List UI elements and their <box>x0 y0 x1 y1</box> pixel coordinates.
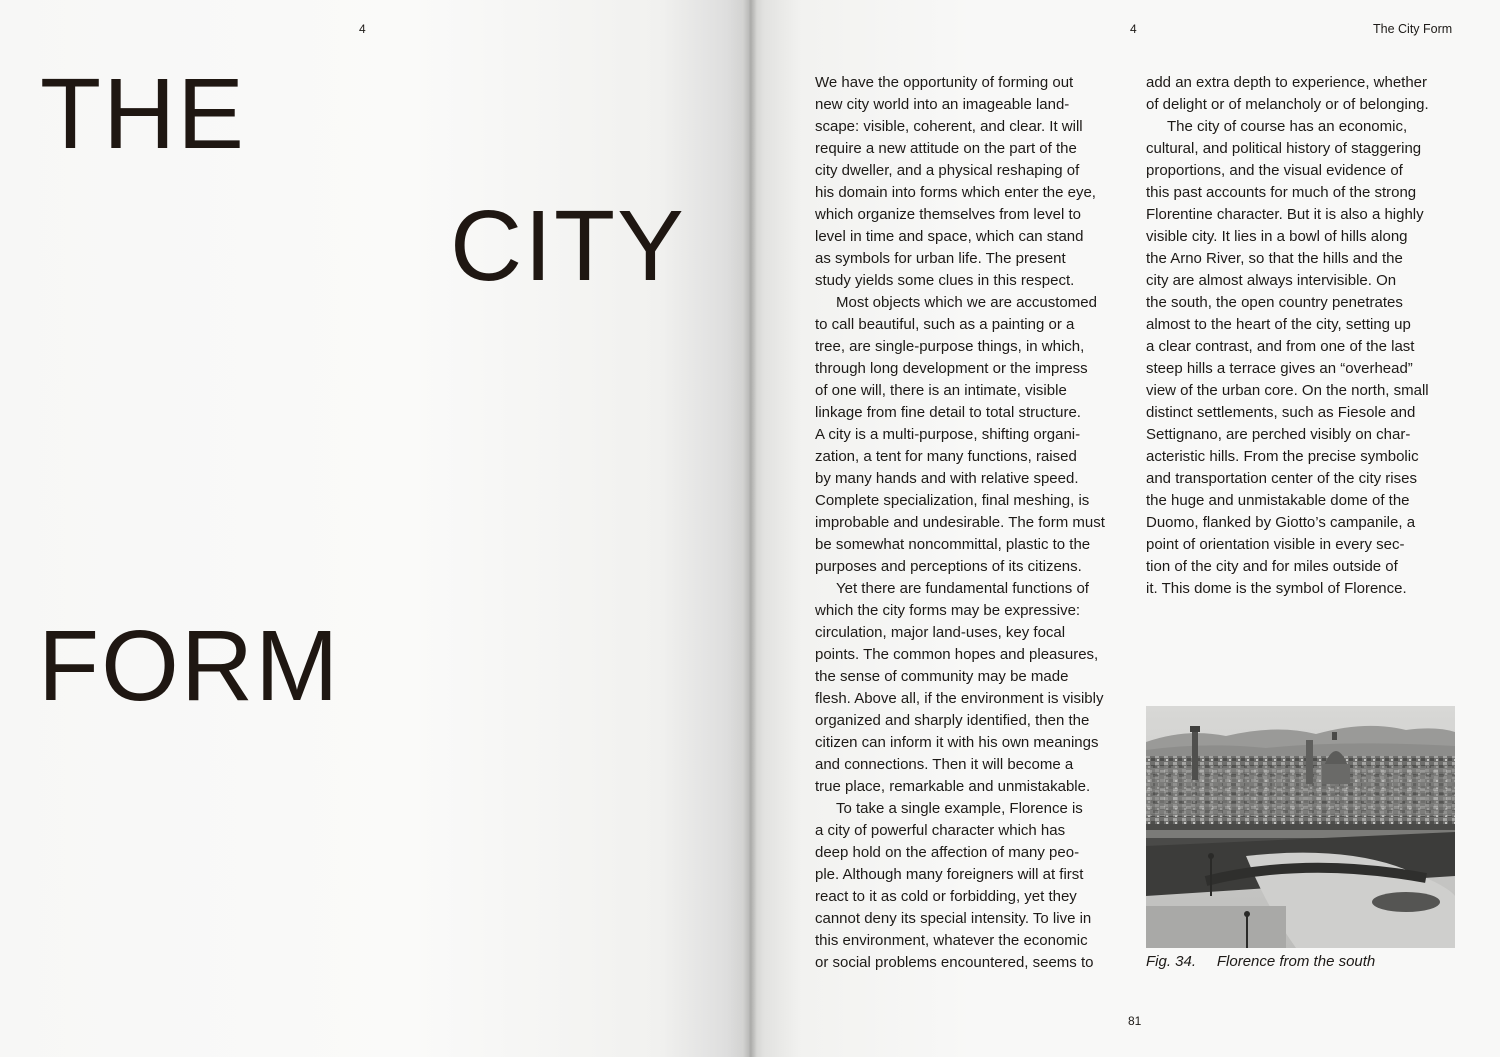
text-line: or social problems encountered, seems to <box>815 954 1094 971</box>
title-word-the: THE <box>40 58 246 170</box>
text-line: his domain into forms which enter the eye, <box>815 184 1096 201</box>
text-line: visible city. It lies in a bowl of hills along <box>1146 228 1408 245</box>
text-line: organized and sharply identified, then the <box>815 712 1090 729</box>
text-line: cultural, and political history of staggering <box>1146 140 1422 157</box>
page-number: 81 <box>1128 1014 1142 1028</box>
text-column-1 <box>815 72 1129 974</box>
text-line: Yet there are fundamental functions of <box>836 580 1089 597</box>
text-line: circulation, major land-uses, key focal <box>815 624 1066 641</box>
column-1-paragraph <box>815 578 1129 798</box>
text-line: a city of powerful character which has <box>815 822 1066 839</box>
text-line: of delight or of melancholy or of belonging. <box>1146 96 1429 113</box>
text-line: scape: visible, coherent, and clear. It will <box>815 118 1083 135</box>
text-line: by many hands and with relative speed. <box>815 470 1079 487</box>
title-word-city: CITY <box>450 190 686 302</box>
florence-photo <box>1146 706 1455 948</box>
text-line: the huge and unmistakable dome of the <box>1146 492 1410 509</box>
column-1-paragraph <box>815 72 1129 292</box>
text-line: which organize themselves from level to <box>815 206 1081 223</box>
text-line: improbable and undesirable. The form must <box>815 514 1105 531</box>
text-line: a clear contrast, and from one of the last <box>1146 338 1415 355</box>
text-line: tion of the city and for miles outside of <box>1146 558 1398 575</box>
book-gutter <box>743 0 757 1057</box>
text-line: deep hold on the affection of many peo- <box>815 844 1080 861</box>
text-line: this past accounts for much of the strong <box>1146 184 1417 201</box>
column-2-paragraph <box>1146 116 1456 600</box>
text-line: the south, the open country penetrates <box>1146 294 1403 311</box>
column-1-paragraph <box>815 798 1129 974</box>
text-line: this environment, whatever the economic <box>815 932 1088 949</box>
title-word-form: FORM <box>38 610 341 722</box>
text-line: almost to the heart of the city, setting up <box>1146 316 1411 333</box>
running-head: The City Form <box>1373 22 1453 36</box>
text-line: To take a single example, Florence is <box>836 800 1083 817</box>
text-line: the sense of community may be made <box>815 668 1069 685</box>
text-line: through long development or the impress <box>815 360 1088 377</box>
text-line: require a new attitude on the part of the <box>815 140 1077 157</box>
text-line: the Arno River, so that the hills and the <box>1146 250 1403 267</box>
figure-caption: Fig. 34. Florence from the south <box>1146 953 1376 970</box>
text-line: A city is a multi-purpose, shifting organi- <box>815 426 1081 443</box>
text-line: and connections. Then it will become a <box>815 756 1074 773</box>
text-line: cannot deny its special intensity. To live in <box>815 910 1092 927</box>
text-line: Most objects which we are accustomed <box>836 294 1097 311</box>
text-line: city dweller, and a physical reshaping of <box>815 162 1080 179</box>
text-line: to call beautiful, such as a painting or a <box>815 316 1075 333</box>
text-line: true place, remarkable and unmistakable. <box>815 778 1091 795</box>
text-line: We have the opportunity of forming out <box>815 74 1074 91</box>
text-line: flesh. Above all, if the environment is visibly <box>815 690 1104 707</box>
text-line: view of the urban core. On the north, small <box>1146 382 1429 399</box>
text-line: zation, a tent for many functions, raised <box>815 448 1077 465</box>
text-line: it. This dome is the symbol of Florence. <box>1146 580 1407 597</box>
florence-photo-image <box>1146 706 1455 948</box>
text-line: tree, are single-purpose things, in which, <box>815 338 1085 355</box>
text-line: linkage from fine detail to total structure. <box>815 404 1081 421</box>
text-line: citizen can inform it with his own meanings <box>815 734 1099 751</box>
text-line: study yields some clues in this respect. <box>815 272 1075 289</box>
text-line: Florentine character. But it is also a highly <box>1146 206 1424 223</box>
text-line: acteristic hills. From the precise symbolic <box>1146 448 1419 465</box>
text-line: as symbols for urban life. The present <box>815 250 1066 267</box>
text-line: steep hills a terrace gives an “overhead” <box>1146 360 1413 377</box>
left-folio: 4 <box>359 22 366 36</box>
text-line: point of orientation visible in every sec- <box>1146 536 1405 553</box>
column-1-paragraph <box>815 292 1129 578</box>
text-line: points. The common hopes and pleasures, <box>815 646 1099 663</box>
text-line: and transportation center of the city rises <box>1146 470 1417 487</box>
text-line: new city world into an imageable land- <box>815 96 1070 113</box>
text-line: react to it as cold or forbidding, yet they <box>815 888 1077 905</box>
text-line: add an extra depth to experience, whether <box>1146 74 1428 91</box>
text-line: The city of course has an economic, <box>1167 118 1408 135</box>
left-page <box>0 0 749 1057</box>
right-page <box>749 0 1500 1057</box>
text-line: of one will, there is an intimate, visible <box>815 382 1067 399</box>
right-folio: 4 <box>1130 22 1137 36</box>
text-line: Complete specialization, final meshing, is <box>815 492 1090 509</box>
text-column-2 <box>1146 72 1456 600</box>
text-line: be somewhat noncommittal, plastic to the <box>815 536 1091 553</box>
text-line: proportions, and the visual evidence of <box>1146 162 1403 179</box>
text-line: Duomo, flanked by Giotto’s campanile, a <box>1146 514 1416 531</box>
text-line: distinct settlements, such as Fiesole and <box>1146 404 1416 421</box>
column-2-paragraph <box>1146 72 1456 116</box>
text-line: Settignano, are perched visibly on char- <box>1146 426 1411 443</box>
text-line: ple. Although many foreigners will at first <box>815 866 1084 883</box>
text-line: which the city forms may be expressive: <box>815 602 1081 619</box>
text-line: level in time and space, which can stand <box>815 228 1084 245</box>
text-line: purposes and perceptions of its citizens. <box>815 558 1082 575</box>
text-line: city are almost always intervisible. On <box>1146 272 1397 289</box>
